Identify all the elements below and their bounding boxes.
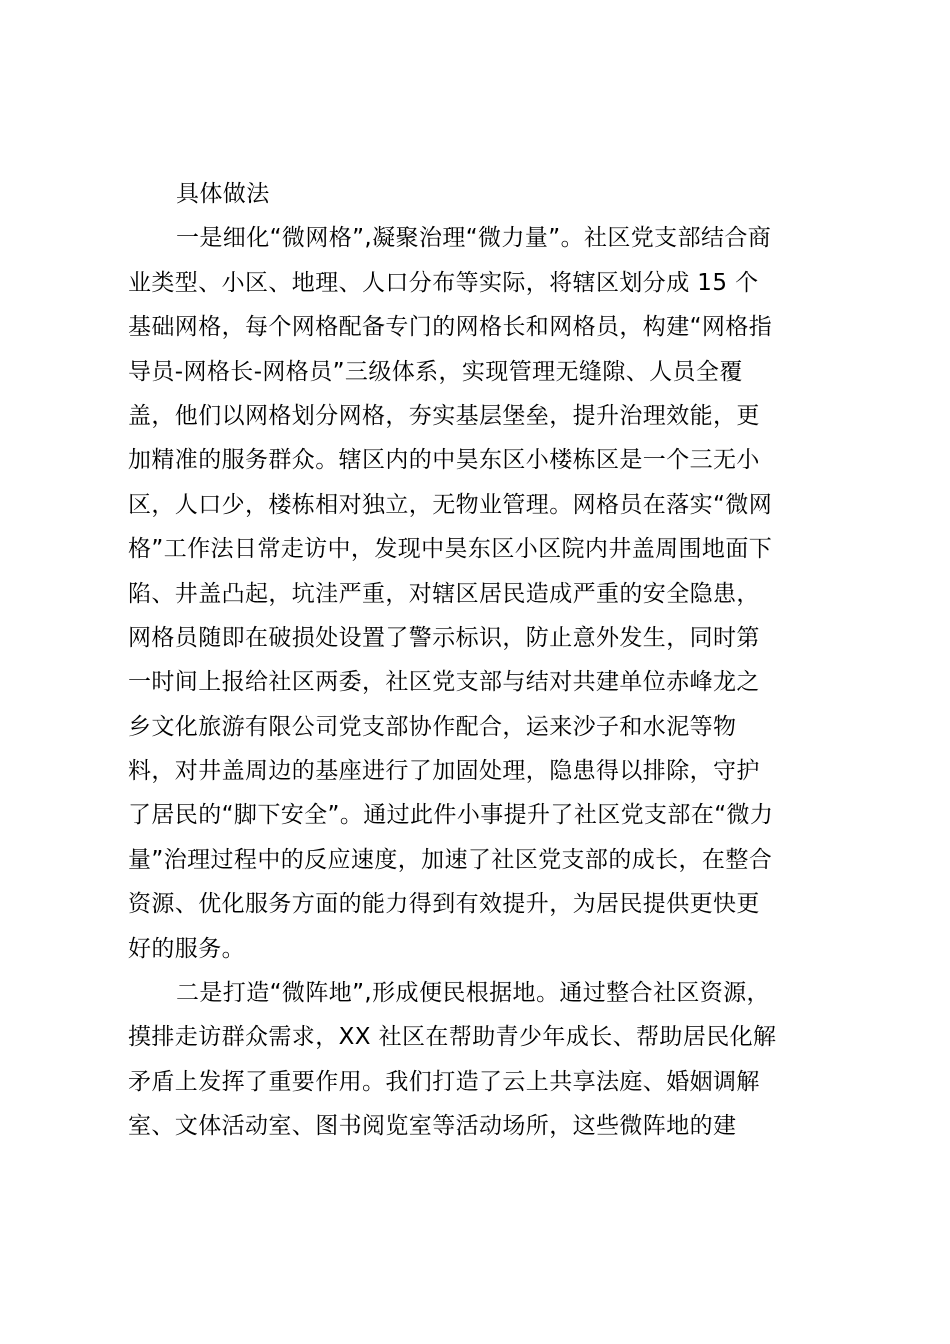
paragraph-1-line: 陷、井盖凸起，坑洼严重，对辖区居民造成严重的安全隐患， — [128, 580, 760, 607]
paragraph-1-line: 导员-网格长-网格员”三级体系，实现管理无缝隙、人员全覆 — [128, 358, 743, 385]
paragraph-1-line: 量”治理过程中的反应速度，加速了社区党支部的成长，在整合 — [128, 846, 773, 873]
paragraph-1-line: 区，人口少，楼栋相对独立，无物业管理。网格员在落实“微网 — [128, 491, 773, 518]
paragraph-2-line: 二是打造“微阵地”,形成便民根据地。通过整合社区资源， — [176, 980, 770, 1007]
paragraph-1-line: 资源、优化服务方面的能力得到有效提升，为居民提供更快更 — [128, 891, 760, 918]
paragraph-1-line: 一时间上报给社区两委，社区党支部与结对共建单位赤峰龙之 — [128, 669, 760, 696]
paragraph-1-line: 好的服务。 — [128, 935, 245, 962]
document-body — [128, 172, 848, 1149]
paragraph-1-line: 一是细化“微网格”,凝聚治理“微力量”。社区党支部结合商 — [176, 225, 772, 252]
paragraph-2-line: 矛盾上发挥了重要作用。我们打造了云上共享法庭、婚姻调解 — [128, 1068, 760, 1095]
paragraph-2-line: 室、文体活动室、图书阅览室等活动场所，这些微阵地的建 — [128, 1113, 737, 1140]
section-heading: 具体做法 — [176, 181, 270, 207]
paragraph-1-line: 格”工作法日常走访中，发现中昊东区小区院内井盖周围地面下 — [128, 536, 773, 563]
paragraph-1-line: 业类型、小区、地理、人口分布等实际，将辖区划分成 15 个 — [128, 269, 759, 296]
paragraph-1-line: 盖，他们以网格划分网格，夯实基层堡垒，提升治理效能，更 — [128, 402, 760, 429]
paragraph-1-line: 乡文化旅游有限公司党支部协作配合，运来沙子和水泥等物 — [128, 713, 737, 740]
paragraph-1-line: 了居民的“脚下安全”。通过此件小事提升了社区党支部在“微力 — [128, 802, 774, 829]
paragraph-2-line: 摸排走访群众需求，XX 社区在帮助青少年成长、帮助居民化解 — [128, 1024, 777, 1051]
paragraph-1-line: 网格员随即在破损处设置了警示标识，防止意外发生，同时第 — [128, 624, 760, 651]
paragraph-1-line: 料，对井盖周边的基座进行了加固处理，隐患得以排除，守护 — [128, 758, 760, 785]
paragraph-1-line: 基础网格，每个网格配备专门的网格长和网格员，构建“网格指 — [128, 314, 773, 341]
paragraph-1-line: 加精准的服务群众。辖区内的中昊东区小楼栋区是一个三无小 — [128, 447, 760, 474]
